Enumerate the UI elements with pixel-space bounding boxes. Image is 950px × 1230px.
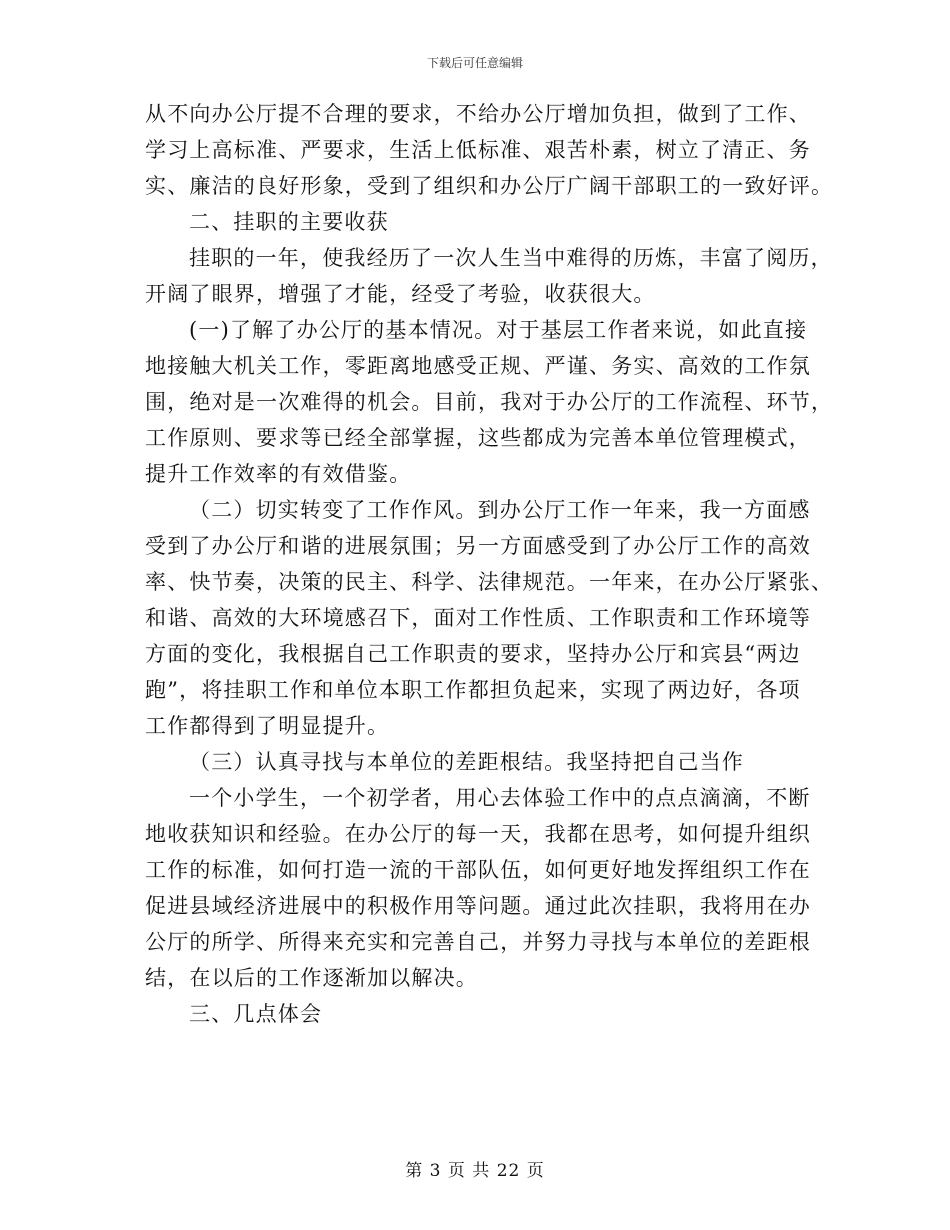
paragraph-line: 挂职的一年，使我经历了一次人生当中难得的历炼，丰富了阅历， <box>189 246 833 270</box>
paragraph-line: 结，在以后的工作逐渐加以解决。 <box>145 966 478 990</box>
paragraph-line: 实、廉洁的良好形象，受到了组织和办公厅广阔干部职工的一致好评。 <box>145 174 834 198</box>
paragraph-line: 跑”，将挂职工作和单位本职工作都担负起来，实现了两边好，各项 <box>145 678 801 702</box>
paragraph-line: 促进县域经济进展中的积极作用等问题。通过此次挂职，我将用在办 <box>145 894 811 918</box>
paragraph-line: 学习上高标准、严要求，生活上低标准、艰苦朴素，树立了清正、务 <box>145 138 811 162</box>
paragraph-line: 公厅的所学、所得来充实和完善自己，并努力寻找与本单位的差距根 <box>145 930 811 954</box>
document-body <box>145 96 834 1032</box>
paragraph-line: 率、快节奏，决策的民主、科学、法律规范。一年来，在办公厅紧张、 <box>145 570 834 594</box>
section-heading: 二、挂职的主要收获 <box>189 210 389 234</box>
section-heading: 三、几点体会 <box>189 1002 323 1026</box>
page-header: 下载后可任意编辑 <box>426 56 523 70</box>
paragraph-line: 地接触大机关工作，零距离地感受正规、严谨、务实、高效的工作氛 <box>145 354 811 378</box>
paragraph-line: （三）认真寻找与本单位的差距根结。我坚持把自己当作 <box>189 750 744 774</box>
paragraph-line: (一)了解了办公厅的基本情况。对于基层工作者来说，如此直接 <box>189 318 808 342</box>
paragraph-line: 工作原则、要求等已经全部掌握，这些都成为完善本单位管理模式， <box>145 426 811 450</box>
paragraph-line: 开阔了眼界，增强了才能，经受了考验，收获很大。 <box>145 282 656 306</box>
paragraph-line: 从不向办公厅提不合理的要求，不给办公厅增加负担，做到了工作、 <box>145 102 811 126</box>
page-number-footer: 第 3 页 共 22 页 <box>405 1161 545 1181</box>
paragraph-line: （二）切实转变了工作作风。到办公厅工作一年来，我一方面感 <box>189 498 811 522</box>
paragraph-line: 地收获知识和经验。在办公厅的每一天，我都在思考，如何提升组织 <box>145 822 811 846</box>
paragraph-line: 工作的标准，如何打造一流的干部队伍，如何更好地发挥组织工作在 <box>145 858 811 882</box>
paragraph-line: 围，绝对是一次难得的机会。目前，我对于办公厅的工作流程、环节， <box>145 390 834 414</box>
paragraph-line: 受到了办公厅和谐的进展氛围；另一方面感受到了办公厅工作的高效 <box>145 534 811 558</box>
paragraph-line: 和谐、高效的大环境感召下，面对工作性质、工作职责和工作环境等 <box>145 606 811 630</box>
paragraph-line: 提升工作效率的有效借鉴。 <box>145 462 412 486</box>
paragraph-line: 方面的变化，我根据自己工作职责的要求，坚持办公厅和宾县“两边 <box>145 642 801 666</box>
paragraph-line: 工作都得到了明显提升。 <box>145 714 390 738</box>
paragraph-line: 一个小学生，一个初学者，用心去体验工作中的点点滴滴，不断 <box>189 786 811 810</box>
